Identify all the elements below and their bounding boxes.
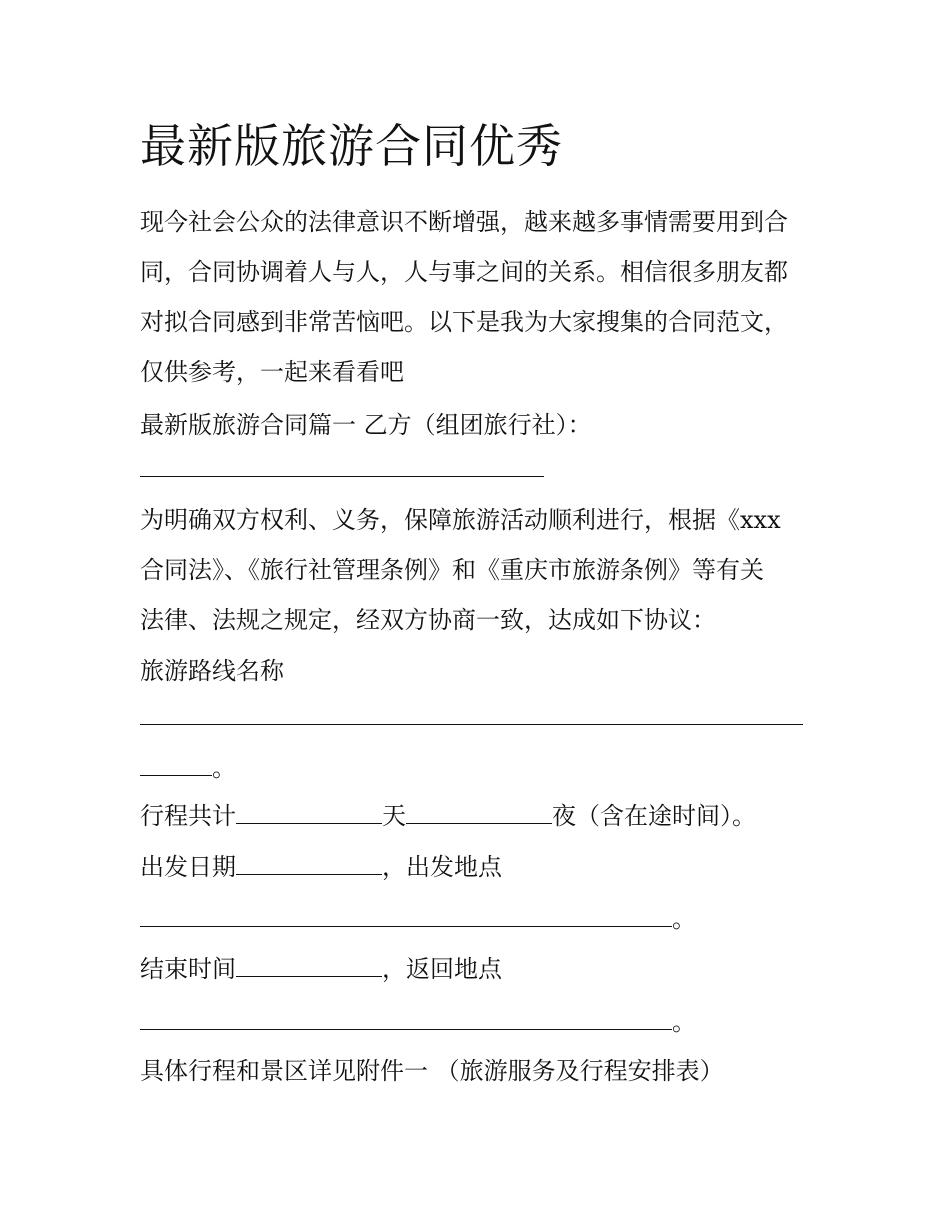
itinerary-line [140, 799, 756, 833]
party-b-blank[interactable] [140, 454, 544, 477]
nights-blank[interactable] [406, 801, 552, 824]
departure-line [140, 850, 502, 884]
departure-place-label: ，出发地点 [382, 853, 502, 881]
departure-place-line [140, 902, 696, 936]
document-title: 最新版旅游合同优秀 [140, 119, 563, 173]
departure-place-blank[interactable] [140, 904, 672, 927]
route-label: 旅游路线名称 [140, 657, 284, 685]
intro-line-1: 现今社会公众的法律意识不断增强，越来越多事情需要用到合 [140, 208, 788, 236]
return-place-line [140, 1005, 696, 1039]
purpose-line-2: 合同法》、《旅行社管理条例》和《重庆市旅游条例》等有关 [140, 556, 764, 584]
route-name-blank-continued[interactable] [140, 753, 212, 776]
return-place-blank[interactable] [140, 1007, 672, 1030]
days-blank[interactable] [236, 801, 382, 824]
intro-line-3: 对拟合同感到非常苦恼吧。以下是我为大家搜集的合同范文， [140, 308, 788, 336]
end-time-label: 结束时间 [140, 955, 236, 983]
route-period: 。 [212, 754, 236, 782]
end-line [140, 952, 502, 986]
end-time-blank[interactable] [236, 954, 382, 977]
route-blank-line-1 [140, 700, 803, 734]
itinerary-prefix: 行程共计 [140, 802, 236, 830]
intro-line-4: 仅供参考，一起来看看吧 [140, 358, 404, 386]
return-period: 。 [672, 1008, 696, 1036]
days-label: 天 [382, 802, 406, 830]
intro-line-2: 同，合同协调着人与人，人与事之间的关系。相信很多朋友都 [140, 258, 788, 286]
return-place-label: ，返回地点 [382, 955, 502, 983]
party-b-blank-line [140, 452, 544, 486]
departure-date-blank[interactable] [236, 852, 382, 875]
departure-period: 。 [672, 905, 696, 933]
departure-date-label: 出发日期 [140, 853, 236, 881]
nights-label: 夜（含在途时间）。 [552, 802, 756, 830]
route-name-blank[interactable] [140, 702, 803, 725]
details-line: 具体行程和景区详见附件一 （旅游服务及行程安排表） [140, 1057, 724, 1085]
purpose-line-3: 法律、法规之规定，经双方协商一致，达成如下协议： [140, 606, 716, 634]
purpose-line-1: 为明确双方权利、义务，保障旅游活动顺利进行，根据《xxx [140, 506, 781, 534]
party-b-heading: 最新版旅游合同篇一 乙方（组团旅行社）： [140, 411, 592, 439]
route-blank-line-2 [140, 751, 236, 785]
